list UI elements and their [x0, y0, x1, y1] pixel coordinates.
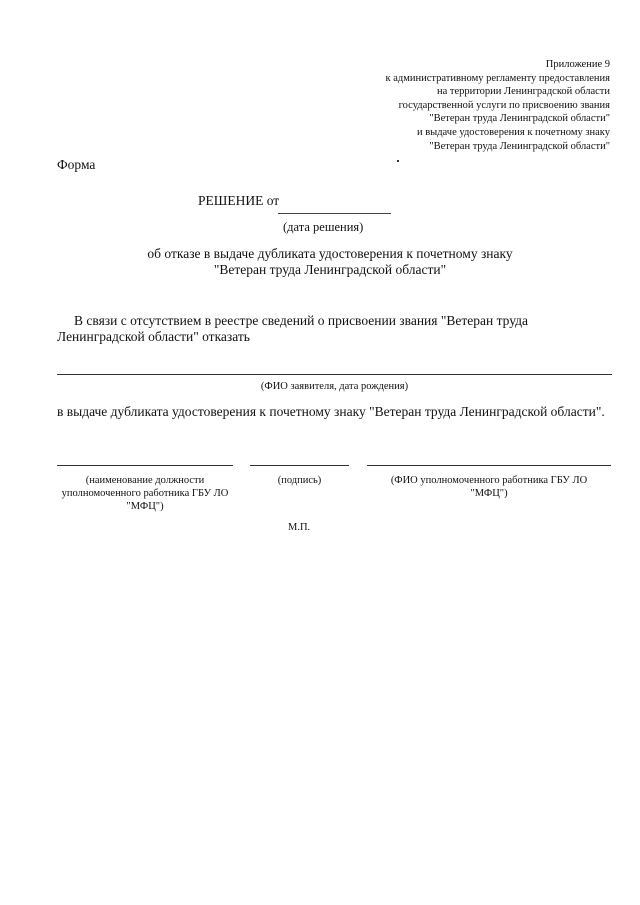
signature-line — [250, 465, 349, 466]
name-caption: (ФИО уполномоченного работника ГБУ ЛО "МФЦ") — [390, 475, 588, 499]
scan-dot-mark — [397, 160, 399, 162]
signature-caption: (подпись) — [277, 475, 322, 486]
form-label: Форма — [57, 157, 96, 172]
annex-line: Приложение 9 — [545, 59, 610, 70]
annex-line: государственной услуги по присвоению звания — [398, 99, 610, 111]
applicant-line — [57, 374, 612, 375]
body-paragraph: В связи с отсутствием в реестре сведений о присвоении звания "Ветеран труда Ленинградской области" отказать — [57, 313, 528, 344]
position-caption: (наименование должности уполномоченного работника ГБУ ЛО "МФЦ") — [61, 475, 229, 512]
decision-subject — [130, 246, 530, 278]
annex-line: и выдаче удостоверения к почетному знаку — [416, 126, 610, 138]
name-line — [367, 465, 611, 466]
annex-line: на территории Ленинградской области — [436, 86, 610, 98]
decision-date-caption: (дата решения) — [283, 220, 364, 234]
decision-title: РЕШЕНИЕ от — [198, 193, 280, 208]
stamp-label: М.П. — [288, 522, 311, 533]
annex-line: "Ветеран труда Ленинградской области" — [429, 113, 610, 125]
subject-line: об отказе в выдаче дубликата удостоверения к почетному знаку — [147, 246, 513, 261]
position-line — [57, 465, 233, 466]
annex-line: "Ветеран труда Ленинградской области" — [429, 140, 610, 152]
refusal-paragraph: в выдаче дубликата удостоверения к почетному знаку "Ветеран труда Ленинградской области". — [57, 404, 605, 419]
annex-line: к административному регламенту предоставления — [385, 72, 610, 84]
subject-line: "Ветеран труда Ленинградской области" — [213, 262, 447, 277]
annex-header — [310, 58, 610, 153]
applicant-caption: (ФИО заявителя, дата рождения) — [260, 381, 409, 392]
decision-date-line — [278, 213, 391, 214]
